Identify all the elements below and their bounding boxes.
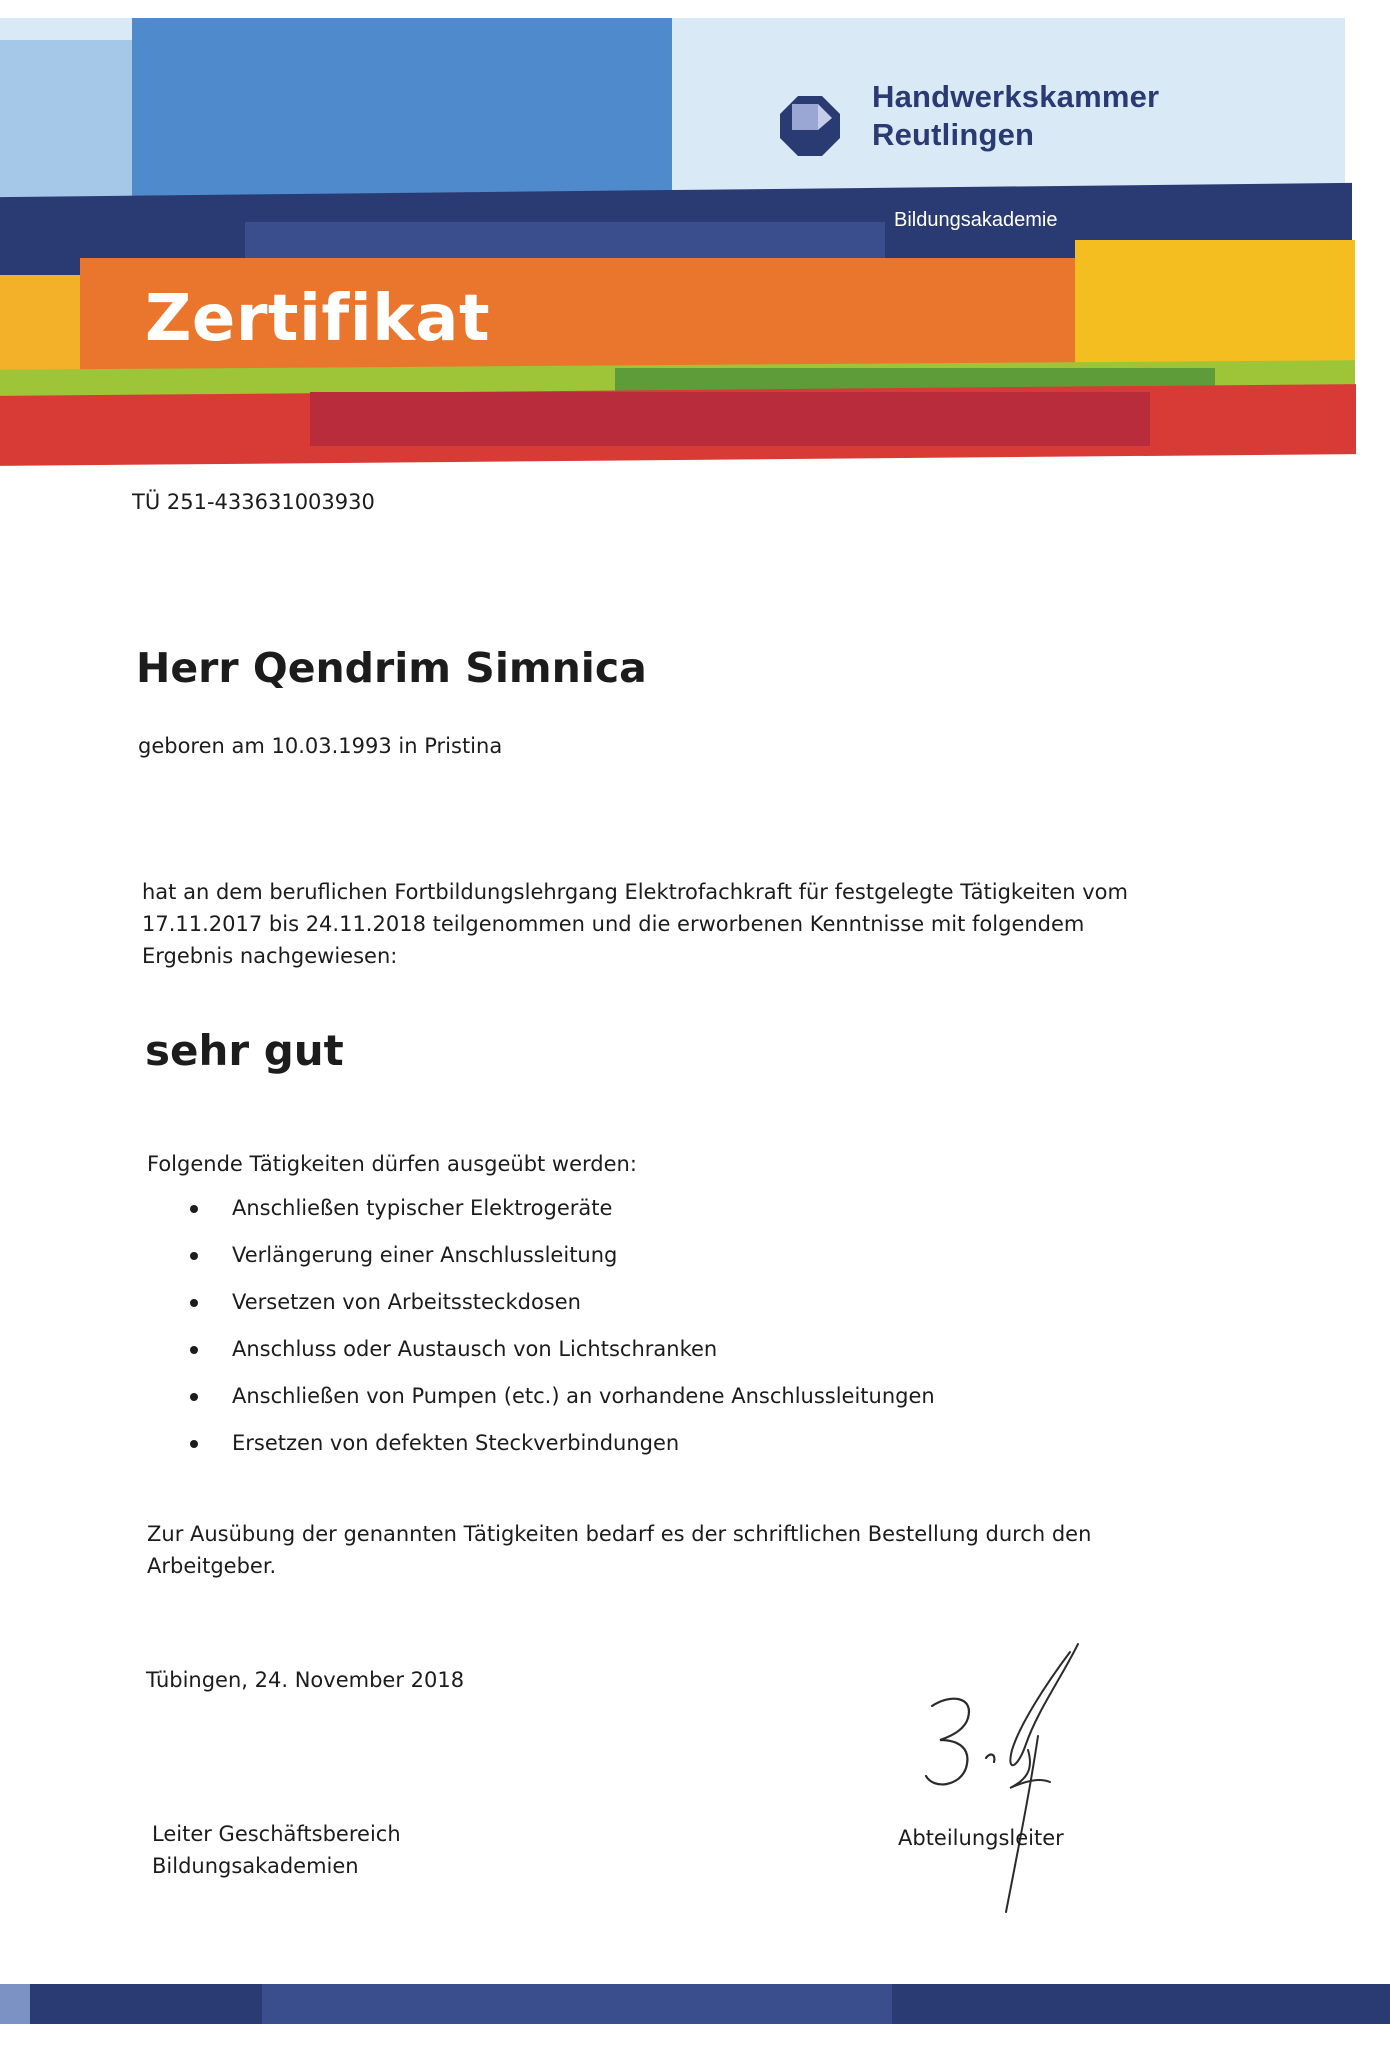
org-name-line2: Reutlingen bbox=[872, 117, 1035, 152]
activities-list bbox=[190, 1192, 935, 1474]
header-band-yellow-right bbox=[1075, 240, 1355, 368]
list-item: Versetzen von Arbeitssteckdosen bbox=[190, 1286, 935, 1333]
footer-band-mid bbox=[262, 1984, 892, 2024]
footer-band-light bbox=[0, 1984, 30, 2024]
list-item: Anschluss oder Austausch von Lichtschranken bbox=[190, 1333, 935, 1380]
org-name bbox=[872, 78, 1159, 154]
department-label: Bildungsakademie bbox=[894, 209, 1058, 231]
signatory-right: Abteilungsleiter bbox=[898, 1826, 1064, 1850]
chamber-logo-icon bbox=[778, 94, 842, 158]
course-description: hat an dem beruflichen Fortbildungslehrgang Elektrofachkraft für festgelegte Tätigkeiten vom 17.11.2017 bis 24.11.2018 teilgenommen und die erworbenen Kenntnisse mit folgendem Ergebnis nachgewiesen: bbox=[142, 880, 1128, 968]
document-title: Zertifikat bbox=[145, 282, 491, 356]
employer-note: Zur Ausübung der genannten Tätigkeiten bedarf es der schriftlichen Bestellung durch den Arbeitgeber. bbox=[147, 1522, 1092, 1578]
signatory-left-line1: Leiter Geschäftsbereich bbox=[152, 1822, 401, 1846]
list-item: Anschließen von Pumpen (etc.) an vorhandene Anschlussleitungen bbox=[190, 1380, 935, 1427]
birth-line: geboren am 10.03.1993 in Pristina bbox=[138, 734, 503, 758]
signatory-left-line2: Bildungsakademien bbox=[152, 1854, 359, 1878]
reference-number: TÜ 251-433631003930 bbox=[132, 490, 375, 514]
grade: sehr gut bbox=[145, 1026, 344, 1075]
list-item: Verlängerung einer Anschlussleitung bbox=[190, 1239, 935, 1286]
activities-intro: Folgende Tätigkeiten dürfen ausgeübt werden: bbox=[147, 1152, 637, 1176]
signatory-left bbox=[152, 1818, 401, 1882]
place-date: Tübingen, 24. November 2018 bbox=[146, 1668, 465, 1692]
handwritten-signature bbox=[910, 1640, 1090, 1920]
recipient-name: Herr Qendrim Simnica bbox=[136, 644, 647, 692]
list-item: Anschließen typischer Elektrogeräte bbox=[190, 1192, 935, 1239]
list-item: Ersetzen von defekten Steckverbindungen bbox=[190, 1427, 935, 1474]
header-band-red-dark bbox=[310, 392, 1150, 446]
org-name-line1: Handwerkskammer bbox=[872, 79, 1160, 114]
